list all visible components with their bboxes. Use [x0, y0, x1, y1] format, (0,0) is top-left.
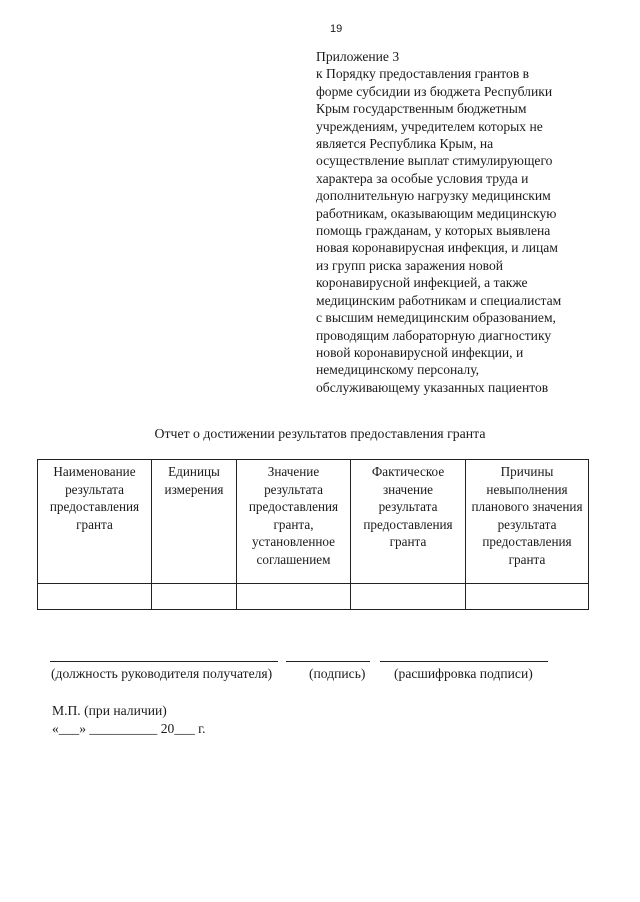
table-cell [152, 584, 237, 610]
header-planned-value: Значение результата предоставления гранта, установленное соглашением [237, 460, 351, 584]
position-caption: (должность руководителя получателя) [51, 666, 273, 681]
decoding-caption: (расшифровка подписи) [394, 666, 533, 681]
sign-caption: (подпись) [309, 666, 366, 681]
table-cell [237, 584, 351, 610]
header-result-name: Наименование результата предоставления гранта [38, 460, 152, 584]
appendix-line: коронавирусной инфекцией, а также [316, 275, 528, 291]
appendix-line: дополнительную нагрузку медицинским [316, 188, 551, 204]
appendix-line: Крым государственным бюджетным [316, 101, 527, 117]
appendix-line: с высшим немедицинским образованием, [316, 310, 556, 326]
sign-signature-line [286, 660, 370, 662]
appendix-line: осуществление выплат стимулирующего [316, 153, 553, 169]
decoding-signature-line [380, 660, 548, 662]
table-header-row [38, 460, 589, 584]
header-units: Единицы измерения [152, 460, 237, 584]
table-cell [351, 584, 466, 610]
appendix-line: характера за особые условия труда и [316, 170, 529, 186]
appendix-line: помощь гражданам, у которых выявлена [316, 223, 551, 239]
report-title: Отчет о достижении результатов предоставления гранта [154, 426, 486, 441]
report-table [37, 459, 589, 610]
appendix-line: к Порядку предоставления грантов в [316, 66, 530, 82]
table-cell [38, 584, 152, 610]
header-reasons: Причины невыполнения планового значения результата предоставления гранта [466, 460, 589, 584]
table-cell [466, 584, 589, 610]
position-signature-line [50, 660, 278, 662]
appendix-title: Приложение 3 [316, 49, 400, 64]
header-actual-value: Фактическое значение результата предоставления гранта [351, 460, 466, 584]
date-line: «___» __________ 20___ г. [52, 721, 206, 736]
appendix-line: медицинским работникам и специалистам [316, 292, 562, 308]
appendix-line: новая коронавирусная инфекция, и лицам [316, 240, 558, 256]
appendix-line: форме субсидии из бюджета Республики [316, 83, 553, 99]
appendix-line: обслуживающему указанных пациентов [316, 379, 549, 395]
stamp-note: М.П. (при наличии) [52, 703, 167, 718]
appendix-line: из групп риска заражения новой [316, 257, 504, 273]
table-row [38, 584, 589, 610]
appendix-line: работникам, оказывающим медицинскую [316, 205, 557, 221]
appendix-line: немедицинскому персоналу, [316, 362, 480, 378]
appendix-line: учреждениям, учредителем которых не [316, 118, 543, 134]
appendix-line: новой коронавирусной инфекции, и [316, 344, 524, 360]
appendix-block [316, 48, 616, 396]
page-number: 19 [330, 23, 343, 35]
appendix-line: проводящим лабораторную диагностику [316, 327, 552, 343]
appendix-line: является Республика Крым, на [316, 136, 494, 152]
